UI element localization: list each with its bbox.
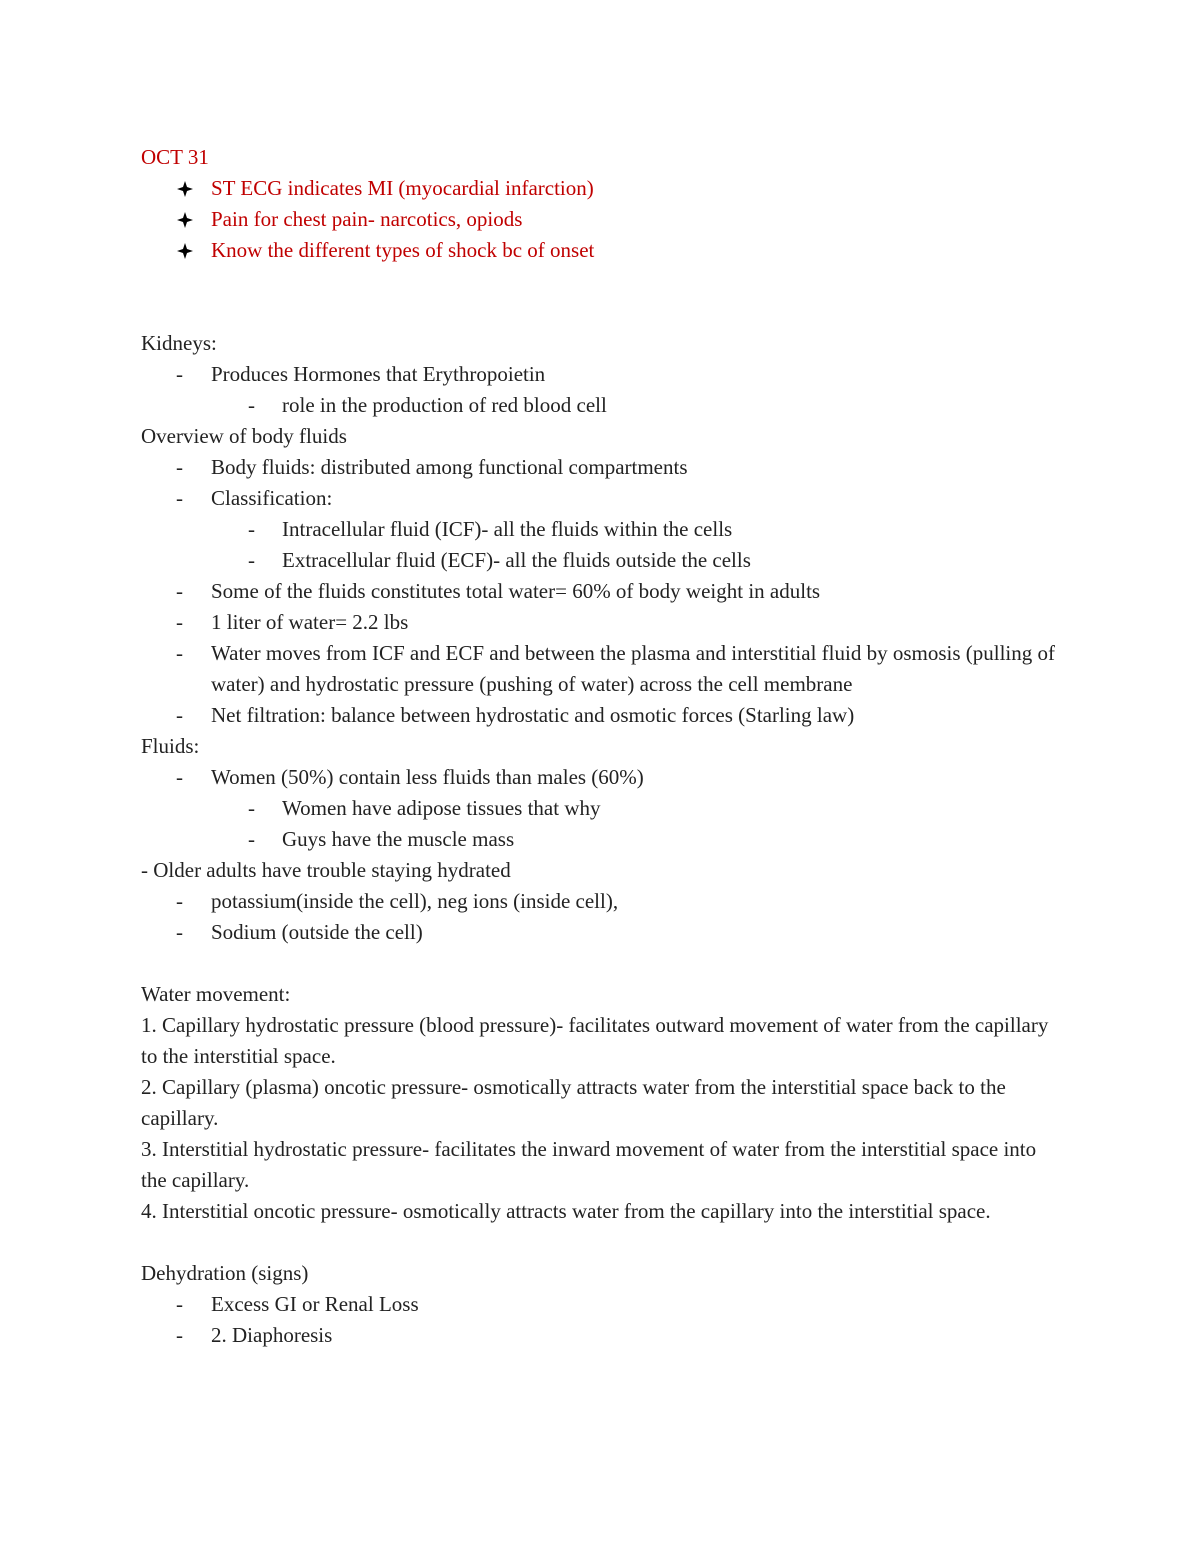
list-item [141, 762, 1061, 793]
dash-marker: - [176, 920, 183, 944]
plain-line: - Older adults have trouble staying hydrated [141, 858, 511, 882]
list-item-text: Women (50%) contain less fluids than males (60%) [211, 765, 644, 789]
dash-marker: - [248, 827, 255, 851]
red-bullet-item [141, 173, 1061, 204]
date-heading: OCT 31 [141, 145, 209, 169]
numbered-paragraph: 3. Interstitial hydrostatic pressure- facilitates the inward movement of water from the interstitial space into the capillary. [141, 1137, 1037, 1192]
list-item-text: Produces Hormones that Erythropoietin [211, 362, 546, 386]
dash-marker: - [176, 1323, 183, 1347]
dash-marker: - [248, 548, 255, 572]
section-heading-overview: Overview of body fluids [141, 424, 347, 448]
section-heading-dehydration: Dehydration (signs) [141, 1261, 309, 1285]
dash-marker: - [248, 517, 255, 541]
section-heading-fluids: Fluids: [141, 734, 200, 758]
dash-marker: - [176, 610, 183, 634]
spacer [141, 297, 1061, 328]
dash-marker: - [176, 362, 183, 386]
list-item-text: Some of the fluids constitutes total water= 60% of body weight in adults [211, 579, 821, 603]
dash-marker: - [176, 1292, 183, 1316]
numbered-paragraph: 2. Capillary (plasma) oncotic pressure- osmotically attracts water from the interstitial space back to the capillary. [141, 1075, 1006, 1130]
dash-marker: - [176, 641, 183, 665]
dash-marker: - [176, 889, 183, 913]
spacer [141, 266, 1061, 297]
sub-list-item [141, 390, 1061, 421]
red-bullet-text: Pain for chest pain- narcotics, opiods [211, 207, 523, 231]
list-item [141, 483, 1061, 514]
list-item-text: Extracellular fluid (ECF)- all the fluids outside the cells [282, 548, 751, 572]
list-item [141, 638, 1061, 700]
list-item [141, 359, 1061, 390]
list-item-text: 1 liter of water= 2.2 lbs [211, 610, 409, 634]
dash-marker: - [176, 486, 183, 510]
dash-marker: - [176, 579, 183, 603]
list-item [141, 886, 1061, 917]
diamond-bullet-icon [177, 212, 193, 228]
spacer [141, 1227, 1061, 1258]
section-heading-kidneys: Kidneys: [141, 331, 217, 355]
list-item-text: Guys have the muscle mass [282, 827, 515, 851]
list-item [141, 607, 1061, 638]
list-item-text: role in the production of red blood cell [282, 393, 607, 417]
numbered-paragraph: 1. Capillary hydrostatic pressure (blood pressure)- facilitates outward movement of water from the capillary to the interstitial space. [141, 1013, 1049, 1068]
sub-list-item [141, 793, 1061, 824]
red-bullet-item [141, 204, 1061, 235]
dash-marker: - [176, 455, 183, 479]
list-item-text: 2. Diaphoresis [211, 1323, 333, 1347]
list-item [141, 1289, 1061, 1320]
list-item-text: Sodium (outside the cell) [211, 920, 423, 944]
spacer [141, 948, 1061, 979]
diamond-bullet-icon [177, 181, 193, 197]
list-item [141, 452, 1061, 483]
list-item-text: potassium(inside the cell), neg ions (inside cell), [211, 889, 619, 913]
dash-marker: - [248, 393, 255, 417]
list-item-text: Excess GI or Renal Loss [211, 1292, 419, 1316]
numbered-paragraph: 4. Interstitial oncotic pressure- osmotically attracts water from the capillary into the interstitial space. [141, 1199, 991, 1223]
list-item-text: Net filtration: balance between hydrostatic and osmotic forces (Starling law) [211, 703, 855, 727]
list-item [141, 917, 1061, 948]
dash-marker: - [176, 765, 183, 789]
section-heading-water-movement: Water movement: [141, 982, 291, 1006]
list-item [141, 1320, 1061, 1351]
sub-list-item [141, 824, 1061, 855]
list-item-text: Classification: [211, 486, 333, 510]
red-bullet-text: ST ECG indicates MI (myocardial infarction) [211, 176, 594, 200]
dash-marker: - [176, 703, 183, 727]
list-item-text: Women have adipose tissues that why [282, 796, 601, 820]
diamond-bullet-icon [177, 243, 193, 259]
list-item [141, 576, 1061, 607]
document-content [141, 142, 1061, 1351]
red-bullet-item [141, 235, 1061, 266]
list-item-text: Body fluids: distributed among functional compartments [211, 455, 688, 479]
dash-marker: - [248, 796, 255, 820]
list-item-text: Water moves from ICF and ECF and between the plasma and interstitial fluid by osmosis (pulling of water) and hydrostatic pressure (pushing of water) across the cell membrane [211, 641, 1055, 696]
list-item-text: Intracellular fluid (ICF)- all the fluids within the cells [282, 517, 733, 541]
list-item [141, 700, 1061, 731]
red-bullet-text: Know the different types of shock bc of onset [211, 238, 595, 262]
sub-list-item [141, 514, 1061, 545]
sub-list-item [141, 545, 1061, 576]
